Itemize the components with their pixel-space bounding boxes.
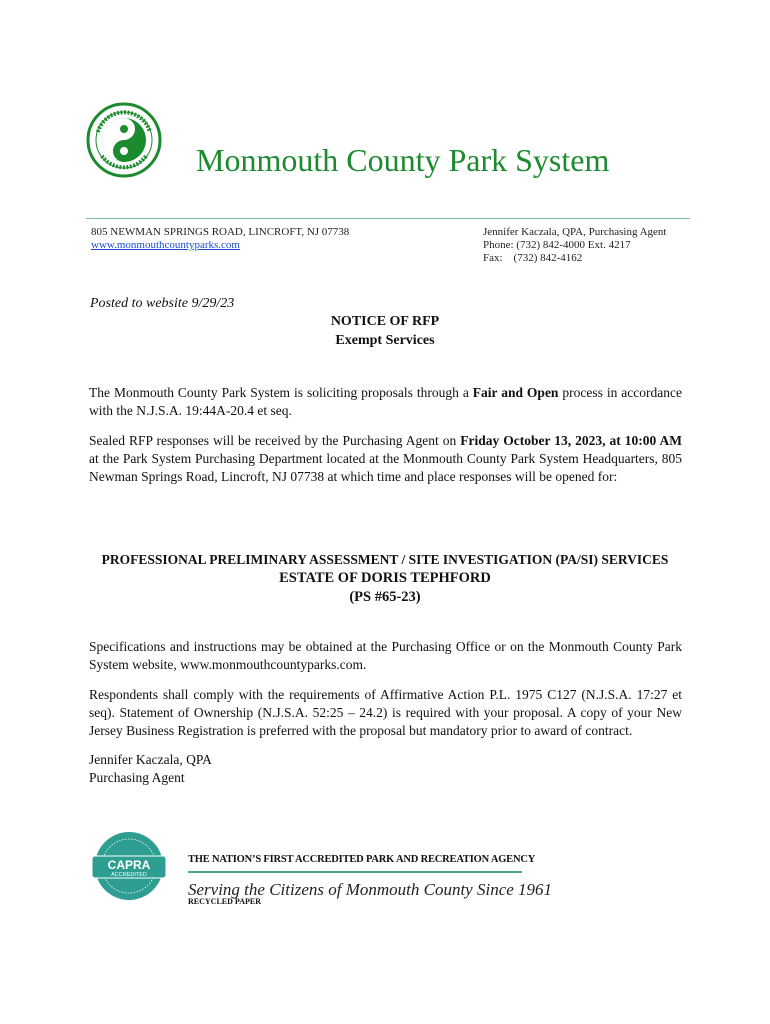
signature-block	[89, 751, 212, 787]
project-title: PROFESSIONAL PRELIMINARY ASSESSMENT / SITE INVESTIGATION (PA/SI) SERVICES	[101, 552, 669, 567]
recycled-paper-note: RECYCLED PAPER	[188, 897, 261, 906]
contact-block	[483, 226, 667, 265]
notice-subtitle: Exempt Services	[335, 333, 435, 348]
paragraph-requirements: Respondents shall comply with the requirements of Affirmative Action P.L. 1975 C127 (N.J.S.A. 17:27 et seq). Statement of Ownership (N.J.S.A. 52:25 – 24.2) is required with your proposal. A copy of your New Jersey Business Registration is preferred with the proposal but mandatory prior to award of contract.	[89, 687, 682, 738]
paragraph-specifications: Specifications and instructions may be obtained at the Purchasing Office or on the Monmouth County Park System website, www.monmouthcountyparks.com.	[89, 639, 682, 672]
posted-date: Posted to website 9/29/23	[90, 296, 235, 311]
project-estate: ESTATE OF DORIS TEPHFORD	[279, 570, 491, 586]
capra-label: CAPRA	[107, 858, 151, 872]
signature-name: Jennifer Kaczala, QPA	[89, 752, 212, 767]
contact-name: Jennifer Kaczala, QPA, Purchasing Agent	[483, 226, 667, 238]
address-block	[91, 226, 349, 252]
p2-text-a: Sealed RFP responses will be received by the Purchasing Agent on	[89, 433, 461, 448]
street-address: 805 NEWMAN SPRINGS ROAD, LINCROFT, NJ 07738	[91, 226, 350, 238]
signature-title: Purchasing Agent	[89, 770, 185, 785]
p2-bold-date: Friday October 13, 2023, at 10:00 AM	[460, 433, 682, 448]
p1-text-b: process in accordance with the N.J.S.A. 19:44A-20.4 et seq.	[89, 385, 682, 418]
organization-name: Monmouth County Park System	[196, 142, 610, 178]
notice-title: NOTICE OF RFP	[330, 314, 440, 329]
capra-sublabel: ACCREDITED	[111, 872, 147, 878]
agency-tagline: THE NATION’S FIRST ACCREDITED PARK AND RECREATION AGENCY	[188, 854, 536, 865]
contact-fax: Fax: (732) 842-4162	[483, 252, 583, 264]
capra-accredited-badge-icon	[86, 830, 172, 902]
serving-since-tagline: Serving the Citizens of Monmouth County Since 1961	[188, 880, 553, 899]
contact-phone: Phone: (732) 842-4000 Ext. 4217	[483, 239, 631, 251]
p1-text-a: The Monmouth County Park System is soliciting proposals through a	[89, 385, 473, 400]
p2-text-b: at the Park System Purchasing Department located at the Monmouth County Park System Headquarters, 805 Newman Springs Road, Lincroft, NJ 07738 at which time and place responses will be opened for:	[89, 451, 682, 484]
park-system-seal-icon	[86, 102, 162, 178]
notice-heading	[86, 312, 684, 350]
website-link[interactable]: www.monmouthcountyparks.com	[91, 239, 240, 251]
project-number: (PS #65-23)	[349, 589, 421, 605]
header-divider	[86, 218, 690, 219]
project-heading	[86, 550, 684, 607]
paragraph-submission	[89, 432, 682, 486]
footer-divider	[188, 871, 522, 873]
p1-bold: Fair and Open	[472, 385, 559, 400]
paragraph-fair-open	[89, 384, 682, 420]
